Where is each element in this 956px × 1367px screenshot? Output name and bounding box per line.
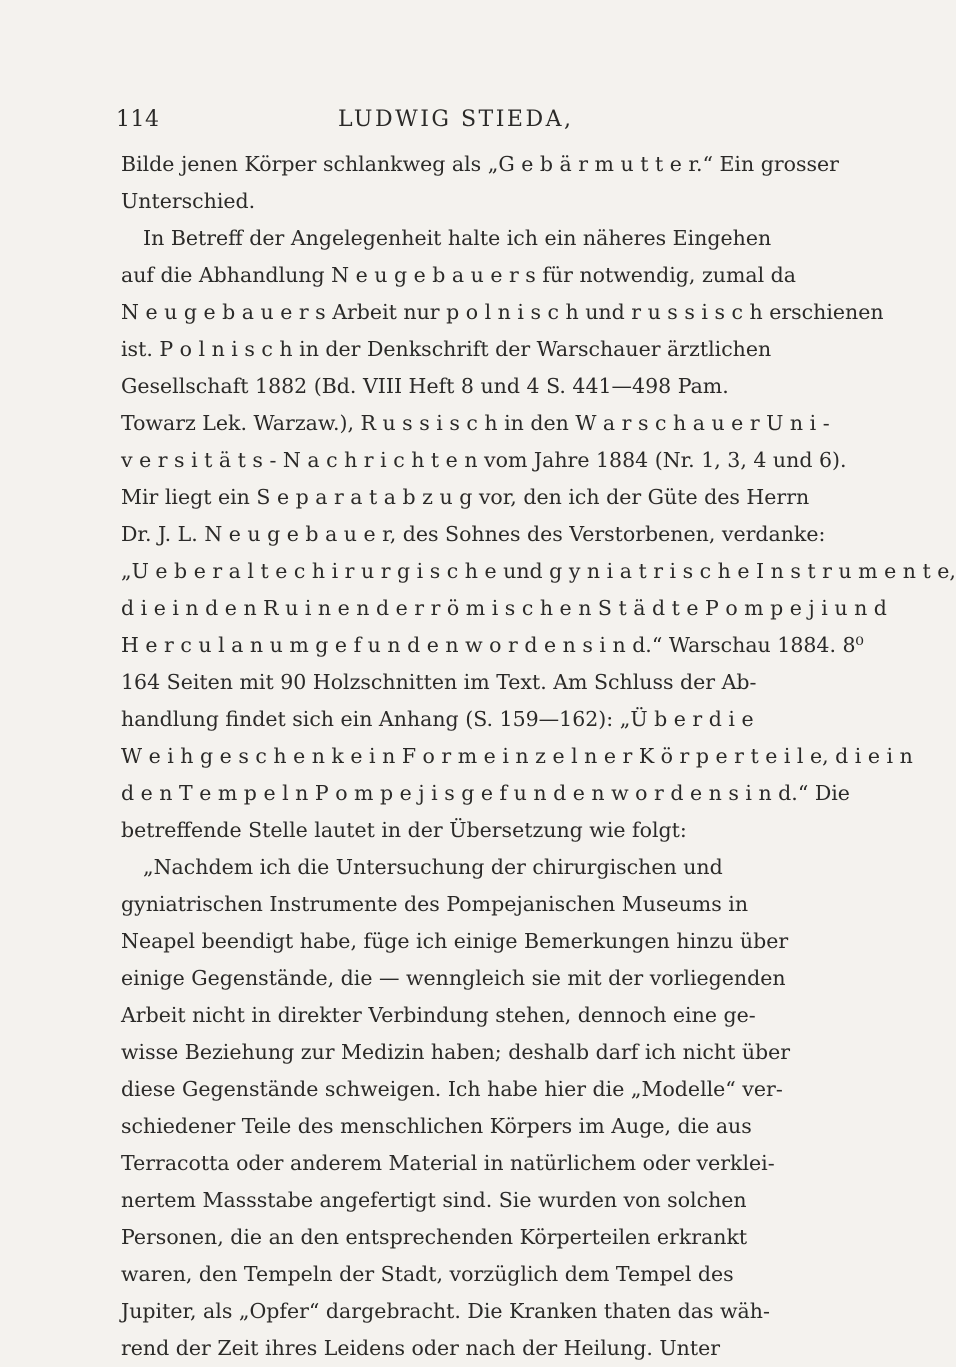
text-line: ist. P o l n i s c h in der Denkschrift der Warschauer ärztlichen <box>121 337 772 361</box>
text-line: W e i h g e s c h e n k e i n F o r m e i n z e l n e r K ö r p e r t e i l e, d i e i n <box>121 744 913 768</box>
text-line: H e r c u l a n u m g e f u n d e n w o r d e n s i n d.“ Warschau 1884. 8⁰ <box>121 633 864 657</box>
text-line: Arbeit nicht in direkter Verbindung stehen, dennoch eine ge- <box>121 1003 756 1027</box>
text-line: Bilde jenen Körper schlankweg als „G e b ä r m u t t e r.“ Ein grosser <box>121 152 839 176</box>
text-line: nertem Massstabe angefertigt sind. Sie wurden von solchen <box>121 1188 747 1212</box>
text-line: Towarz Lek. Warzaw.), R u s s i s c h in den W a r s c h a u e r U n i - <box>121 411 830 435</box>
running-head: LUDWIG STIEDA, <box>338 107 574 132</box>
text-line: wisse Beziehung zur Medizin haben; deshalb darf ich nicht über <box>121 1040 791 1064</box>
text-line: einige Gegenstände, die — wenngleich sie mit der vorliegenden <box>121 966 786 990</box>
text-line: In Betreff der Angelegenheit halte ich ein näheres Eingehen <box>143 226 772 250</box>
text-line: Terracotta oder anderem Material in natürlichem oder verklei- <box>121 1151 775 1175</box>
page-header <box>0 0 800 150</box>
text-line: Dr. J. L. N e u g e b a u e r, des Sohnes des Verstorbenen, verdanke: <box>121 522 826 546</box>
text-line: auf die Abhandlung N e u g e b a u e r s für notwendig, zumal da <box>121 263 797 287</box>
text-line: N e u g e b a u e r s Arbeit nur p o l n i s c h und r u s s i s c h erschienen <box>121 300 884 324</box>
text-line: gyniatrischen Instrumente des Pompejanischen Museums in <box>121 892 749 916</box>
text-line: schiedener Teile des menschlichen Körpers im Auge, die aus <box>121 1114 752 1138</box>
text-line: Unterschied. <box>121 189 256 213</box>
text-line: v e r s i t ä t s - N a c h r i c h t e n vom Jahre 1884 (Nr. 1, 3, 4 und 6). <box>121 448 847 472</box>
text-line: „U e b e r a l t e c h i r u r g i s c h e und g y n i a t r i s c h e I n s t r u m e n t e, <box>121 559 956 583</box>
text-line: Neapel beendigt habe, füge ich einige Bemerkungen hinzu über <box>121 929 789 953</box>
text-line: diese Gegenstände schweigen. Ich habe hier die „Modelle“ ver- <box>121 1077 783 1101</box>
text-line: d i e i n d e n R u i n e n d e r r ö m i s c h e n S t ä d t e P o m p e j i u n d <box>121 596 887 620</box>
text-line: „Nachdem ich die Untersuchung der chirurgischen und <box>143 855 723 879</box>
text-line: waren, den Tempeln der Stadt, vorzüglich dem Tempel des <box>121 1262 734 1286</box>
body-text <box>121 146 956 1367</box>
text-line: Personen, die an den entsprechenden Körperteilen erkrankt <box>121 1225 748 1249</box>
text-line: rend der Zeit ihres Leidens oder nach der Heilung. Unter <box>121 1336 720 1360</box>
text-line: handlung findet sich ein Anhang (S. 159—162): „Ü b e r d i e <box>121 707 754 731</box>
text-line: d e n T e m p e l n P o m p e j i s g e f u n d e n w o r d e n s i n d.“ Die <box>121 781 850 805</box>
text-line: Jupiter, als „Opfer“ dargebracht. Die Kranken thaten das wäh- <box>121 1299 770 1323</box>
text-line: betreffende Stelle lautet in der Übersetzung wie folgt: <box>121 818 687 842</box>
text-line: Mir liegt ein S e p a r a t a b z u g vor, den ich der Güte des Herrn <box>121 485 810 509</box>
text-line: Gesellschaft 1882 (Bd. VIII Heft 8 und 4 S. 441—498 Pam. <box>121 374 729 398</box>
page-number: 114 <box>116 107 160 132</box>
text-line: 164 Seiten mit 90 Holzschnitten im Text. Am Schluss der Ab- <box>121 670 757 694</box>
